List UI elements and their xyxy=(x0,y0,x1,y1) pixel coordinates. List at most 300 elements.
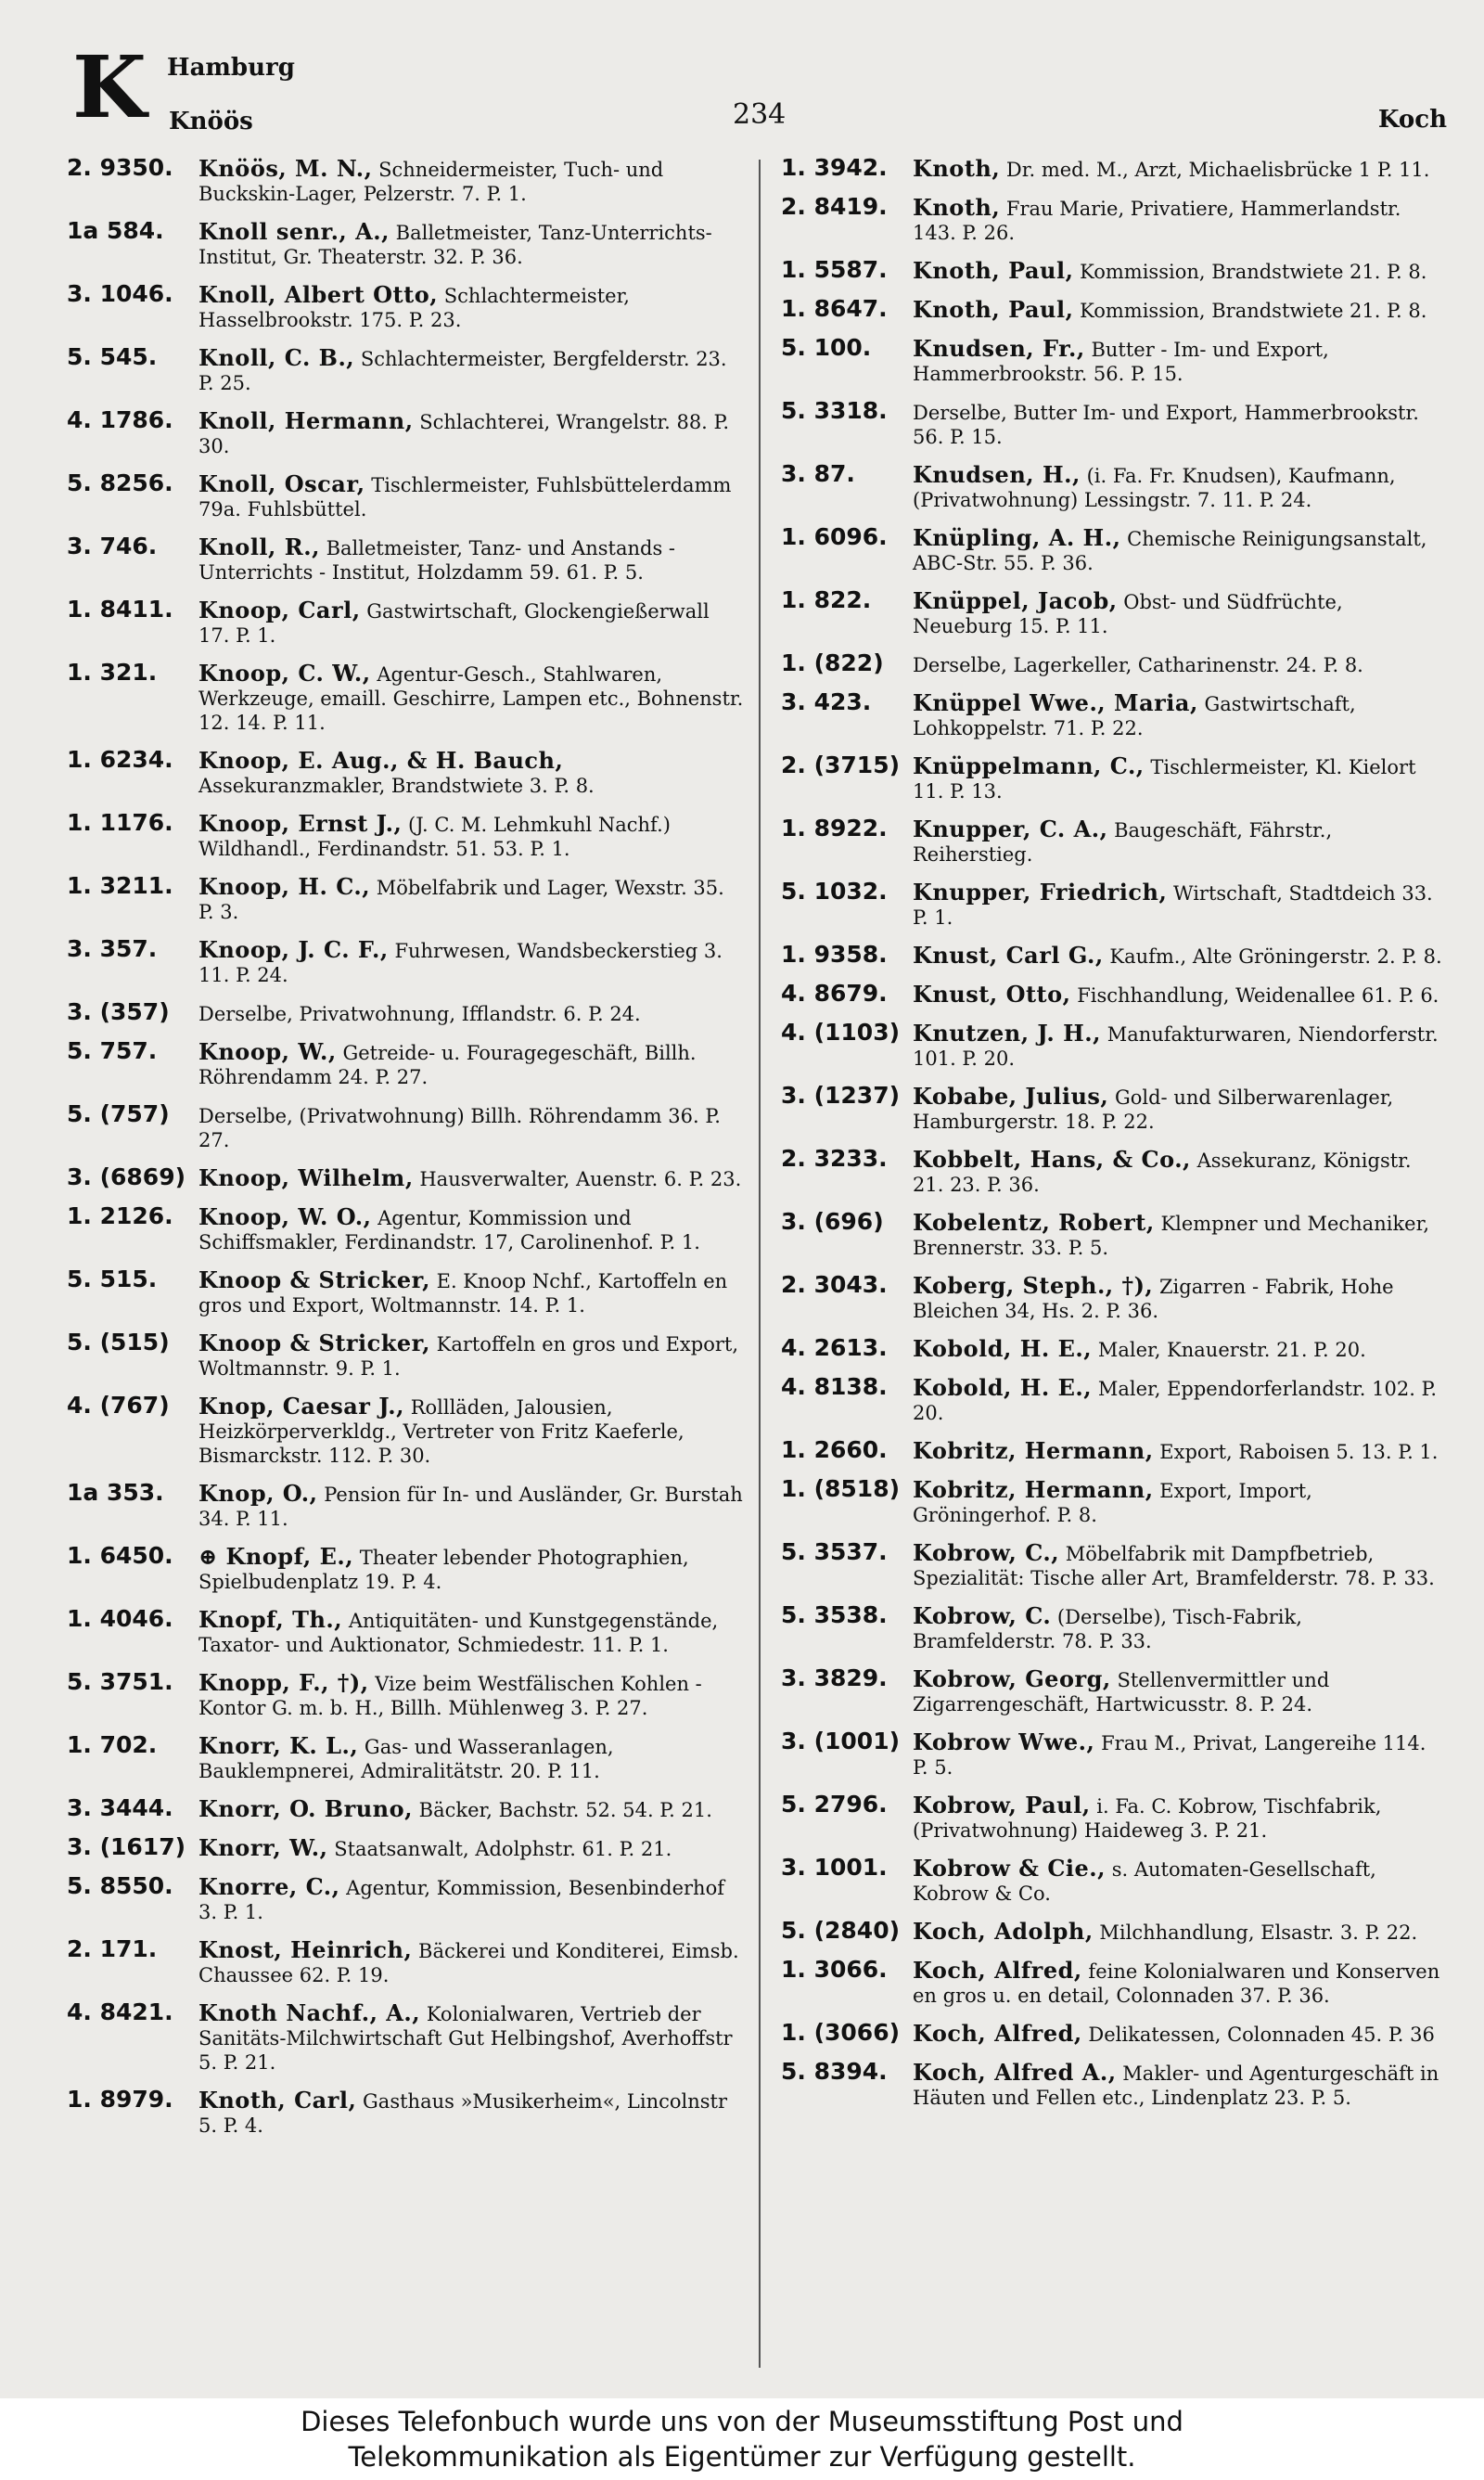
phone-number: 3. (1001) xyxy=(781,1728,901,1754)
phone-number: 1. 702. xyxy=(67,1731,158,1758)
directory-entry xyxy=(67,1000,744,1026)
directory-entry xyxy=(781,1438,1447,1464)
entry-name: Kobrow, Georg, xyxy=(913,1665,1111,1692)
directory-entry xyxy=(781,816,1447,867)
directory-entry xyxy=(67,748,744,798)
phone-number: 1a 584. xyxy=(67,217,164,244)
entry-name: Knorr, K. L., xyxy=(198,1732,359,1759)
phone-number: 1. 2126. xyxy=(67,1202,173,1229)
entry-name: Kobrow, C. xyxy=(913,1602,1052,1629)
entry-name: Knust, Carl G., xyxy=(913,942,1104,969)
entry-name: Knoop, W., xyxy=(198,1038,337,1065)
directory-entry xyxy=(67,219,744,269)
entry-name: Knoop, Ernst J., xyxy=(198,810,403,837)
entry-name: Knoth, Carl, xyxy=(198,2087,357,2114)
entry-details: Tischlermeister, Kl. Kielort 11. P. 13. xyxy=(913,756,1416,803)
entry-details: Export, Import, Gröningerhof. P. 8. xyxy=(913,1480,1312,1526)
directory-entry xyxy=(781,1084,1447,1134)
entry-name: Koberg, Steph., †), xyxy=(913,1272,1154,1299)
entry-name: Knüppelmann, C., xyxy=(913,752,1145,779)
entry-text xyxy=(198,1937,744,1987)
entry-name: Kobritz, Hermann, xyxy=(913,1437,1154,1464)
directory-entry xyxy=(781,1273,1447,1323)
entry-details: Kommission, Brandstwiete 21. P. 8. xyxy=(1080,261,1427,283)
entry-name: Knoll, C. B., xyxy=(198,344,355,371)
entry-details: Bäcker, Bachstr. 52. 54. P. 21. xyxy=(418,1799,712,1821)
entry-details: Theater lebender Photographien, Spielbudenplatz 19. P. 4. xyxy=(198,1547,689,1593)
entry-name: Knust, Otto, xyxy=(913,981,1071,1008)
entry-name: Knutzen, J. H., xyxy=(913,1020,1101,1047)
directory-entry xyxy=(67,1204,744,1254)
entry-text xyxy=(198,1330,744,1381)
entry-details: Kolonialwaren, Vertrieb der Sanitäts-Milchwirtschaft Gut Helbingshof, Averhoffstr 5. P. 21. xyxy=(198,2003,733,2074)
phone-number: 3. 746. xyxy=(67,533,158,559)
entry-details: Schlachtermeister, Hasselbrookstr. 175. P. 23. xyxy=(198,285,630,331)
entry-details: Maler, Knauerstr. 21. P. 20. xyxy=(1097,1339,1366,1361)
entry-details: (Derselbe), Tisch-Fabrik, Bramfelderstr. 78. P. 33. xyxy=(913,1606,1302,1652)
directory-entry xyxy=(781,336,1447,386)
entry-text xyxy=(198,1204,744,1254)
left-column xyxy=(67,156,744,2151)
directory-entry xyxy=(781,1147,1447,1197)
directory-entry xyxy=(67,345,744,395)
entry-text xyxy=(913,297,1447,323)
phone-number: 1. 321. xyxy=(67,659,158,686)
directory-entry xyxy=(67,2000,744,2075)
phone-number: 1. 8411. xyxy=(67,596,173,623)
entry-details: Export, Raboisen 5. 13. P. 1. xyxy=(1159,1441,1439,1463)
first-entry-guide: Knöös xyxy=(169,108,253,135)
directory-entry xyxy=(67,1937,744,1987)
directory-entry xyxy=(781,982,1447,1008)
footer-line-1: Dieses Telefonbuch wurde uns von der Museumsstiftung Post und xyxy=(301,2406,1183,2437)
directory-entry xyxy=(67,661,744,735)
directory-entry xyxy=(781,1477,1447,1527)
entry-name: Knoth, xyxy=(913,155,1001,182)
phone-number: 3. (357) xyxy=(67,998,170,1025)
entry-text xyxy=(198,408,744,458)
phone-number: 2. 8419. xyxy=(781,193,888,220)
entry-details: Manufakturwaren, Niendorferstr. 101. P. 20. xyxy=(913,1023,1439,1070)
last-entry-guide: Koch xyxy=(1377,106,1447,134)
phone-number: 5. 3538. xyxy=(781,1601,888,1628)
entry-details: s. Automaten-Gesellschaft, Kobrow & Co. xyxy=(913,1858,1376,1905)
entry-text xyxy=(913,1375,1447,1425)
phone-number: 3. (696) xyxy=(781,1208,884,1235)
phone-number: 1. 3942. xyxy=(781,154,888,181)
directory-entry xyxy=(781,1919,1447,1945)
entry-details: Assekuranz, Königstr. 21. 23. P. 36. xyxy=(913,1150,1412,1196)
entry-text xyxy=(198,1000,744,1026)
phone-number: 3. 1001. xyxy=(781,1854,888,1881)
phone-number: 1a 353. xyxy=(67,1479,164,1506)
entry-name: Knüppel, Jacob, xyxy=(913,587,1118,614)
entry-text xyxy=(198,1670,744,1720)
entry-name: Knopf, Th., xyxy=(198,1606,343,1633)
entry-text xyxy=(913,753,1447,803)
entry-details: Wirtschaft, Stadtdeich 33. P. 1. xyxy=(913,882,1433,929)
entry-details: Zigarren - Fabrik, Hohe Bleichen 34, Hs. 2. P. 36. xyxy=(913,1276,1394,1322)
directory-entry xyxy=(67,811,744,861)
phone-number: 1. 1176. xyxy=(67,809,173,836)
directory-entry xyxy=(781,1603,1447,1653)
phone-number: 5. 2796. xyxy=(781,1791,888,1818)
entry-name: Kobbelt, Hans, & Co., xyxy=(913,1146,1191,1173)
footer-notice xyxy=(0,2398,1484,2480)
phone-number: 4. 1786. xyxy=(67,406,173,433)
directory-entry xyxy=(67,282,744,332)
entry-text xyxy=(913,258,1447,284)
phone-number: 5. 3751. xyxy=(67,1668,173,1695)
directory-entry xyxy=(67,1607,744,1657)
directory-entry xyxy=(781,690,1447,740)
phone-number: 3. (6869) xyxy=(67,1163,186,1190)
directory-entry xyxy=(67,1874,744,1924)
entry-name: Knüpling, A. H., xyxy=(913,524,1121,551)
directory-entry xyxy=(67,534,744,585)
directory-entry xyxy=(67,1670,744,1720)
entry-name: Knoth, xyxy=(913,194,1001,221)
entry-details: Möbelfabrik und Lager, Wexstr. 35. P. 3. xyxy=(198,877,724,923)
entry-name: Knoth Nachf., A., xyxy=(198,1999,421,2026)
directory-entry xyxy=(67,1733,744,1783)
directory-entry xyxy=(67,1544,744,1594)
entry-text xyxy=(198,1165,744,1191)
entry-name: Knop, Caesar J., xyxy=(198,1393,404,1420)
entry-details: Schlachtermeister, Bergfelderstr. 23. P. 25. xyxy=(198,348,727,394)
entry-details: Dr. med. M., Arzt, Michaelisbrücke 1 P. 11. xyxy=(1005,159,1430,181)
phone-number: 3. 3829. xyxy=(781,1664,888,1691)
entry-name: Knoop, J. C. F., xyxy=(198,936,389,963)
entry-text xyxy=(198,471,744,521)
entry-text xyxy=(913,2021,1447,2047)
phone-number: 3. 423. xyxy=(781,688,872,715)
entry-details: Gastwirtschaft, Lohkoppelstr. 71. P. 22. xyxy=(913,693,1356,739)
entry-text xyxy=(198,534,744,585)
phone-number: 5. 515. xyxy=(67,1266,158,1292)
section-letter: K xyxy=(72,37,147,137)
entry-details: Agentur-Gesch., Stahlwaren, Werkzeuge, emaill. Geschirre, Lampen etc., Bohnenstr. 12. 14. P. 11. xyxy=(198,663,744,734)
entry-name: Knoop, Wilhelm, xyxy=(198,1164,414,1191)
entry-text xyxy=(913,588,1447,638)
entry-name: Knoop, C. W., xyxy=(198,660,371,687)
entry-details: Rollläden, Jalousien, Heizkörperverkldg., Vertreter von Fritz Kaeferle, Bismarckstr. 112. P. 30. xyxy=(198,1396,684,1467)
entry-details: i. Fa. C. Kobrow, Tischfabrik, (Privatwohnung) Haideweg 3. P. 21. xyxy=(913,1795,1382,1842)
right-column xyxy=(781,156,1447,2123)
phone-number: 3. (1237) xyxy=(781,1082,901,1109)
entry-name: Knoth, Paul, xyxy=(913,257,1074,284)
entry-name: Knoll senr., A., xyxy=(198,218,390,245)
directory-entry xyxy=(781,943,1447,969)
phone-number: 2. 3233. xyxy=(781,1145,888,1172)
phone-number: 1. (3066) xyxy=(781,2019,901,2046)
directory-entry xyxy=(781,462,1447,512)
entry-text xyxy=(913,1919,1447,1945)
entry-details: Möbelfabrik mit Dampfbetrieb, Spezialität: Tische aller Art, Bramfelderstr. 78. P. 33. xyxy=(913,1543,1435,1589)
phone-number: 3. 3444. xyxy=(67,1794,173,1821)
entry-details: Tischlermeister, Fuhlsbüttelerdamm 79a. Fuhlsbüttel. xyxy=(198,474,732,520)
directory-entry xyxy=(67,1796,744,1822)
phone-number: 2. 171. xyxy=(67,1935,158,1962)
phone-number: 2. (3715) xyxy=(781,752,901,778)
entry-name: Knoop, W. O., xyxy=(198,1203,372,1230)
entry-details: Gasthaus »Musikerheim«, Lincolnstr 5. P. 4. xyxy=(198,2090,727,2137)
phone-number: 5. 3537. xyxy=(781,1538,888,1565)
entry-text xyxy=(198,1733,744,1783)
phone-number: 4. 8679. xyxy=(781,980,888,1007)
entry-name: Knorr, W., xyxy=(198,1834,328,1861)
entry-details: E. Knoop Nchf., Kartoffeln en gros und Export, Woltmannstr. 14. P. 1. xyxy=(198,1270,728,1317)
entry-text xyxy=(913,399,1447,449)
entry-name: Knop, O., xyxy=(198,1480,318,1507)
directory-entry xyxy=(67,1267,744,1317)
phone-number: 3. (1617) xyxy=(67,1833,186,1860)
entry-text xyxy=(198,1835,744,1861)
entry-text xyxy=(913,1084,1447,1134)
entry-name: Knoth, Paul, xyxy=(913,296,1074,323)
phone-number: 5. 100. xyxy=(781,334,872,361)
directory-entry xyxy=(781,1540,1447,1590)
phone-number: 5. (2840) xyxy=(781,1917,901,1944)
entry-details: Obst- und Südfrüchte, Neueburg 15. P. 11. xyxy=(913,591,1343,637)
directory-entry xyxy=(781,258,1447,284)
directory-entry xyxy=(781,525,1447,575)
directory-entry xyxy=(781,156,1447,182)
directory-entry xyxy=(67,937,744,987)
entry-name: Kobabe, Julius, xyxy=(913,1083,1109,1110)
entry-details: Chemische Reinigungsanstalt, ABC-Str. 55. P. 36. xyxy=(913,528,1427,574)
phone-number: 5. 545. xyxy=(67,343,158,370)
entry-details: Vize beim Westfälischen Kohlen - Kontor G. m. b. H., Billh. Mühlenweg 3. P. 27. xyxy=(198,1673,702,1719)
entry-details: Balletmeister, Tanz-Unterrichts-Institut, Gr. Theaterstr. 32. P. 36. xyxy=(198,222,712,268)
entry-name: Kobrow, C., xyxy=(913,1539,1060,1566)
phone-number: 1. 3211. xyxy=(67,872,173,899)
phone-number: 4. 2613. xyxy=(781,1334,888,1361)
entry-name: Knüppel Wwe., Maria, xyxy=(913,689,1198,716)
entry-text xyxy=(198,811,744,861)
entry-text xyxy=(913,1438,1447,1464)
entry-text xyxy=(198,1481,744,1531)
entry-text xyxy=(913,1729,1447,1780)
entry-text xyxy=(913,1273,1447,1323)
directory-entry xyxy=(781,1729,1447,1780)
phone-number: 5. 8256. xyxy=(67,469,173,496)
entry-details: Maler, Eppendorferlandstr. 102. P. 20. xyxy=(913,1378,1438,1424)
entry-details: Gastwirtschaft, Glockengießerwall 17. P. 1. xyxy=(198,600,710,647)
entry-details: Fischhandlung, Weidenallee 61. P. 6. xyxy=(1077,984,1439,1007)
entry-name: Knoll, R., xyxy=(198,533,320,560)
directory-entry xyxy=(781,1666,1447,1716)
entry-details: Balletmeister, Tanz- und Anstands - Unterrichts - Institut, Holzdamm 59. 61. P. 5. xyxy=(198,537,676,584)
directory-entry xyxy=(67,1394,744,1468)
entry-text xyxy=(198,1394,744,1468)
entry-name: Knost, Heinrich, xyxy=(198,1936,413,1963)
directory-entry xyxy=(781,753,1447,803)
entry-details: Kommission, Brandstwiete 21. P. 8. xyxy=(1080,300,1427,322)
phone-number: 3. 1046. xyxy=(67,280,173,307)
phone-number: 4. (767) xyxy=(67,1392,170,1419)
directory-entry xyxy=(67,1102,744,1152)
directory-entry xyxy=(781,880,1447,930)
entry-text xyxy=(198,282,744,332)
entry-text xyxy=(913,880,1447,930)
entry-name: Koch, Alfred, xyxy=(913,1957,1082,1984)
entry-details: Derselbe, Lagerkeller, Catharinenstr. 24. P. 8. xyxy=(913,654,1363,676)
entry-name: Knoop & Stricker, xyxy=(198,1330,430,1356)
entry-text xyxy=(198,1544,744,1594)
phone-number: 2. 3043. xyxy=(781,1271,888,1298)
entry-text xyxy=(913,195,1447,245)
entry-text xyxy=(198,874,744,924)
entry-name: Knorre, C., xyxy=(198,1873,340,1900)
entry-text xyxy=(198,1796,744,1822)
entry-details: Assekuranzmakler, Brandstwiete 3. P. 8. xyxy=(198,775,595,797)
phone-number: 4. (1103) xyxy=(781,1019,901,1046)
phone-number: 1. 5587. xyxy=(781,256,888,283)
phone-number: 1. (8518) xyxy=(781,1475,901,1502)
directory-entry xyxy=(781,2060,1447,2110)
entry-text xyxy=(913,336,1447,386)
directory-entry xyxy=(781,1856,1447,1906)
entry-text xyxy=(913,816,1447,867)
entry-details: Bäckerei und Konditerei, Eimsb. Chaussee 62. P. 19. xyxy=(198,1940,739,1986)
directory-entry xyxy=(67,1165,744,1191)
directory-entry xyxy=(67,1835,744,1861)
entry-name: Kobrow Wwe., xyxy=(913,1728,1095,1755)
page-header xyxy=(0,0,1484,148)
entry-details: Frau Marie, Privatiere, Hammerlandstr. 143. P. 26. xyxy=(913,198,1401,244)
entry-name: Kobrow & Cie., xyxy=(913,1855,1107,1882)
entry-text xyxy=(913,462,1447,512)
phone-number: 3. 357. xyxy=(67,935,158,962)
directory-entry xyxy=(781,1958,1447,2008)
directory-entry xyxy=(781,2021,1447,2047)
phone-number: 1. 8647. xyxy=(781,295,888,322)
entry-details: feine Kolonialwaren und Konserven en gros u. en detail, Colonnaden 37. P. 36. xyxy=(913,1960,1440,2007)
entry-text xyxy=(913,1793,1447,1843)
directory-entry xyxy=(781,399,1447,449)
entry-text xyxy=(198,219,744,269)
directory-entry xyxy=(781,1210,1447,1260)
entry-details: Staatsanwalt, Adolphstr. 61. P. 21. xyxy=(334,1838,672,1860)
entry-name: Knudsen, Fr., xyxy=(913,335,1085,362)
entry-details: Getreide- u. Fouragegeschäft, Billh. Röhrendamm 24. P. 27. xyxy=(198,1042,697,1088)
entry-name: Knoll, Albert Otto, xyxy=(198,281,439,308)
column-divider xyxy=(759,160,761,2368)
phone-number: 5. (757) xyxy=(67,1100,170,1127)
entry-name: Knoop, E. Aug., & H. Bauch, xyxy=(198,747,564,774)
entry-text xyxy=(198,2088,744,2138)
directory-entry xyxy=(67,408,744,458)
entry-text xyxy=(198,345,744,395)
entry-details: Derselbe, Privatwohnung, Ifflandstr. 6. P. 24. xyxy=(198,1003,641,1025)
entry-text xyxy=(198,1102,744,1152)
entry-details: Frau M., Privat, Langereihe 114. P. 5. xyxy=(913,1732,1426,1779)
entry-text xyxy=(198,156,744,206)
entry-name: Kobold, H. E., xyxy=(913,1335,1093,1362)
entry-details: Kartoffeln en gros und Export, Woltmannstr. 9. P. 1. xyxy=(198,1333,739,1380)
entry-text xyxy=(198,748,744,798)
phone-number: 1. 822. xyxy=(781,586,872,613)
phone-number: 4. 8138. xyxy=(781,1373,888,1400)
entry-details: Hausverwalter, Auenstr. 6. P. 23. xyxy=(419,1168,742,1190)
phone-number: 5. (515) xyxy=(67,1329,170,1356)
phone-number: 5. 757. xyxy=(67,1037,158,1064)
phone-number: 1. 6450. xyxy=(67,1542,173,1569)
phone-number: 2. 9350. xyxy=(67,154,173,181)
entry-name: Knoop, H. C., xyxy=(198,873,371,900)
entry-details: Klempner und Mechaniker, Brennerstr. 33. P. 5. xyxy=(913,1213,1429,1259)
entry-name: Knudsen, H., xyxy=(913,461,1081,488)
entry-text xyxy=(913,943,1447,969)
entry-name: Koch, Adolph, xyxy=(913,1918,1094,1945)
entry-text xyxy=(913,1210,1447,1260)
entry-name: Kobelentz, Robert, xyxy=(913,1209,1155,1236)
phone-number: 1. 8979. xyxy=(67,2086,173,2113)
phone-number: 1. 8922. xyxy=(781,815,888,842)
directory-entry xyxy=(67,156,744,206)
directory-entry xyxy=(781,1336,1447,1362)
entry-details: Derselbe, Butter Im- und Export, Hammerbrookstr. 56. P. 15. xyxy=(913,402,1419,448)
page-number: 234 xyxy=(733,98,787,131)
entry-text xyxy=(198,1874,744,1924)
entry-text xyxy=(913,1336,1447,1362)
phone-number: 5. 3318. xyxy=(781,397,888,424)
entry-text xyxy=(198,1039,744,1089)
footer-line-2: Telekommunikation als Eigentümer zur Verfügung gestellt. xyxy=(348,2441,1136,2473)
entry-name: Knupper, Friedrich, xyxy=(913,879,1168,906)
phone-number: 5. 1032. xyxy=(781,878,888,905)
entry-text xyxy=(198,1267,744,1317)
entry-details: Gas- und Wasseranlagen, Bauklempnerei, Admiralitätstr. 20. P. 11. xyxy=(198,1736,614,1782)
entry-details: Makler- und Agenturgeschäft in Häuten und Fellen etc., Lindenplatz 23. P. 5. xyxy=(913,2062,1439,2109)
entry-text xyxy=(913,525,1447,575)
phone-number: 1. (822) xyxy=(781,649,884,676)
entry-details: Kaufm., Alte Gröningerstr. 2. P. 8. xyxy=(1109,945,1442,968)
entry-details: Antiquitäten- und Kunstgegenstände, Taxator- und Auktionator, Schmiedestr. 11. P. 1. xyxy=(198,1610,719,1656)
entry-text xyxy=(913,1540,1447,1590)
entry-details: Derselbe, (Privatwohnung) Billh. Röhrendamm 36. P. 27. xyxy=(198,1105,721,1151)
entry-text xyxy=(198,2000,744,2075)
entry-name: Knoll, Oscar, xyxy=(198,470,365,497)
entry-text xyxy=(913,1856,1447,1906)
entry-name: Knoll, Hermann, xyxy=(198,407,414,434)
entry-details: Milchhandlung, Elsastr. 3. P. 22. xyxy=(1099,1921,1418,1944)
entry-text xyxy=(913,1477,1447,1527)
entry-details: Schneidermeister, Tuch- und Buckskin-Lager, Pelzerstr. 7. P. 1. xyxy=(198,159,664,205)
entry-text xyxy=(913,2060,1447,2110)
directory-entry xyxy=(67,471,744,521)
directory-entry xyxy=(67,1481,744,1531)
directory-entry xyxy=(67,874,744,924)
directory-entry xyxy=(67,2088,744,2138)
entry-name: Koch, Alfred A., xyxy=(913,2059,1117,2086)
directory-entry xyxy=(781,1375,1447,1425)
entry-name: Kobritz, Hermann, xyxy=(913,1476,1154,1503)
entry-text xyxy=(913,156,1447,182)
phone-number: 5. 8394. xyxy=(781,2058,888,2085)
directory-entry xyxy=(67,598,744,648)
entry-text xyxy=(913,690,1447,740)
entry-text xyxy=(913,982,1447,1008)
entry-details: Butter - Im- und Export, Hammerbrookstr. 56. P. 15. xyxy=(913,339,1329,385)
directory-entry xyxy=(67,1039,744,1089)
directory-entry xyxy=(781,588,1447,638)
entry-name: Knupper, C. A., xyxy=(913,816,1108,842)
entry-text xyxy=(198,937,744,987)
phone-number: 5. 8550. xyxy=(67,1872,173,1899)
phone-number: 1. 6096. xyxy=(781,523,888,550)
